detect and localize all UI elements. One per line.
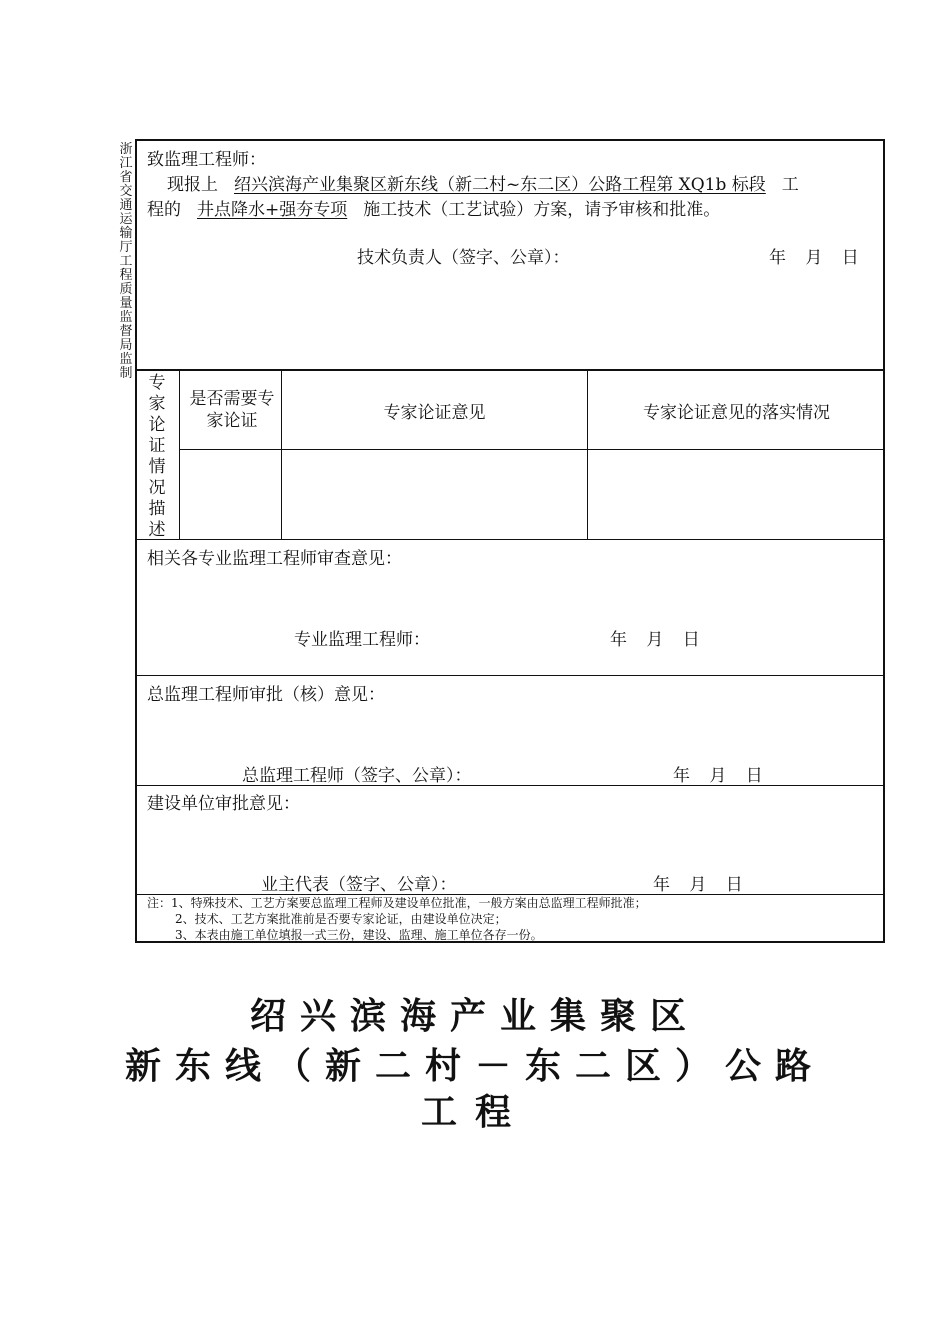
tech-date: 年 月 日: [769, 248, 859, 268]
need-expert-header: 是否需要专家论证: [189, 389, 275, 431]
divider: [179, 371, 180, 539]
chief-title: 总监理工程师审批（核）意见：: [147, 685, 385, 705]
note-1: 注：1、特殊技术、工艺方案要总监理工程师及建设单位批准，一般方案由总监理工程师批准；: [147, 896, 647, 910]
chief-signer: 总监理工程师（签字、公章）：: [242, 766, 472, 786]
report-line-2: [147, 195, 720, 220]
side-label: 浙江省交通运输厅工程质量监督局监制: [119, 142, 133, 381]
subject: 井点降水+强夯专项: [197, 200, 348, 220]
expert-section: [137, 371, 883, 539]
specialty-date: 年 月 日: [610, 630, 700, 650]
report-section: [137, 141, 883, 370]
owner-date: 年 月 日: [653, 875, 743, 895]
cover-title-line-3: 工程: [420, 1092, 529, 1133]
specialty-title: 相关各专业监理工程师审查意见：: [147, 549, 402, 569]
owner-title: 建设单位审批意见：: [147, 794, 300, 814]
specialty-signer: 专业监理工程师：: [294, 630, 430, 650]
expert-implementation-header: 专家论证意见的落实情况: [643, 402, 830, 423]
tech-signer: 技术负责人（签字、公章）：: [357, 248, 570, 268]
cover-title-line-2: 新东线（新二村－东二区）公路: [124, 1046, 825, 1087]
chief-date: 年 月 日: [673, 766, 763, 786]
divider: [179, 449, 883, 450]
specialty-section: [137, 540, 883, 675]
note-2: 2、技术、工艺方案批准前是否要专家论证，由建设单位决定；: [175, 912, 507, 926]
owner-section: [137, 786, 883, 895]
chief-section: [137, 676, 883, 785]
note-3: 3、本表由施工单位填报一式三份，建设、监理、施工单位各存一份。: [175, 928, 543, 942]
line1-suffix: 工: [781, 175, 799, 195]
report-line-1: [167, 170, 799, 195]
approval-form: [135, 139, 885, 943]
addressee: 致监理工程师：: [147, 150, 266, 170]
project-name: 绍兴滨海产业集聚区新东线（新二村~东二区）公路工程第 XQ1b 标段: [234, 175, 766, 195]
expert-side-title: 专家论证情况描述: [148, 373, 166, 540]
expert-opinion-header: 专家论证意见: [383, 402, 486, 423]
cover-title-line-1: 绍兴滨海产业集聚区: [249, 996, 700, 1037]
line2-prefix: 程的: [147, 200, 181, 220]
line1-prefix: 现报上: [167, 175, 218, 195]
line2-suffix: 施工技术（工艺试验）方案，请予审核和批准。: [363, 200, 721, 220]
owner-signer: 业主代表（签字、公章）：: [261, 875, 457, 895]
